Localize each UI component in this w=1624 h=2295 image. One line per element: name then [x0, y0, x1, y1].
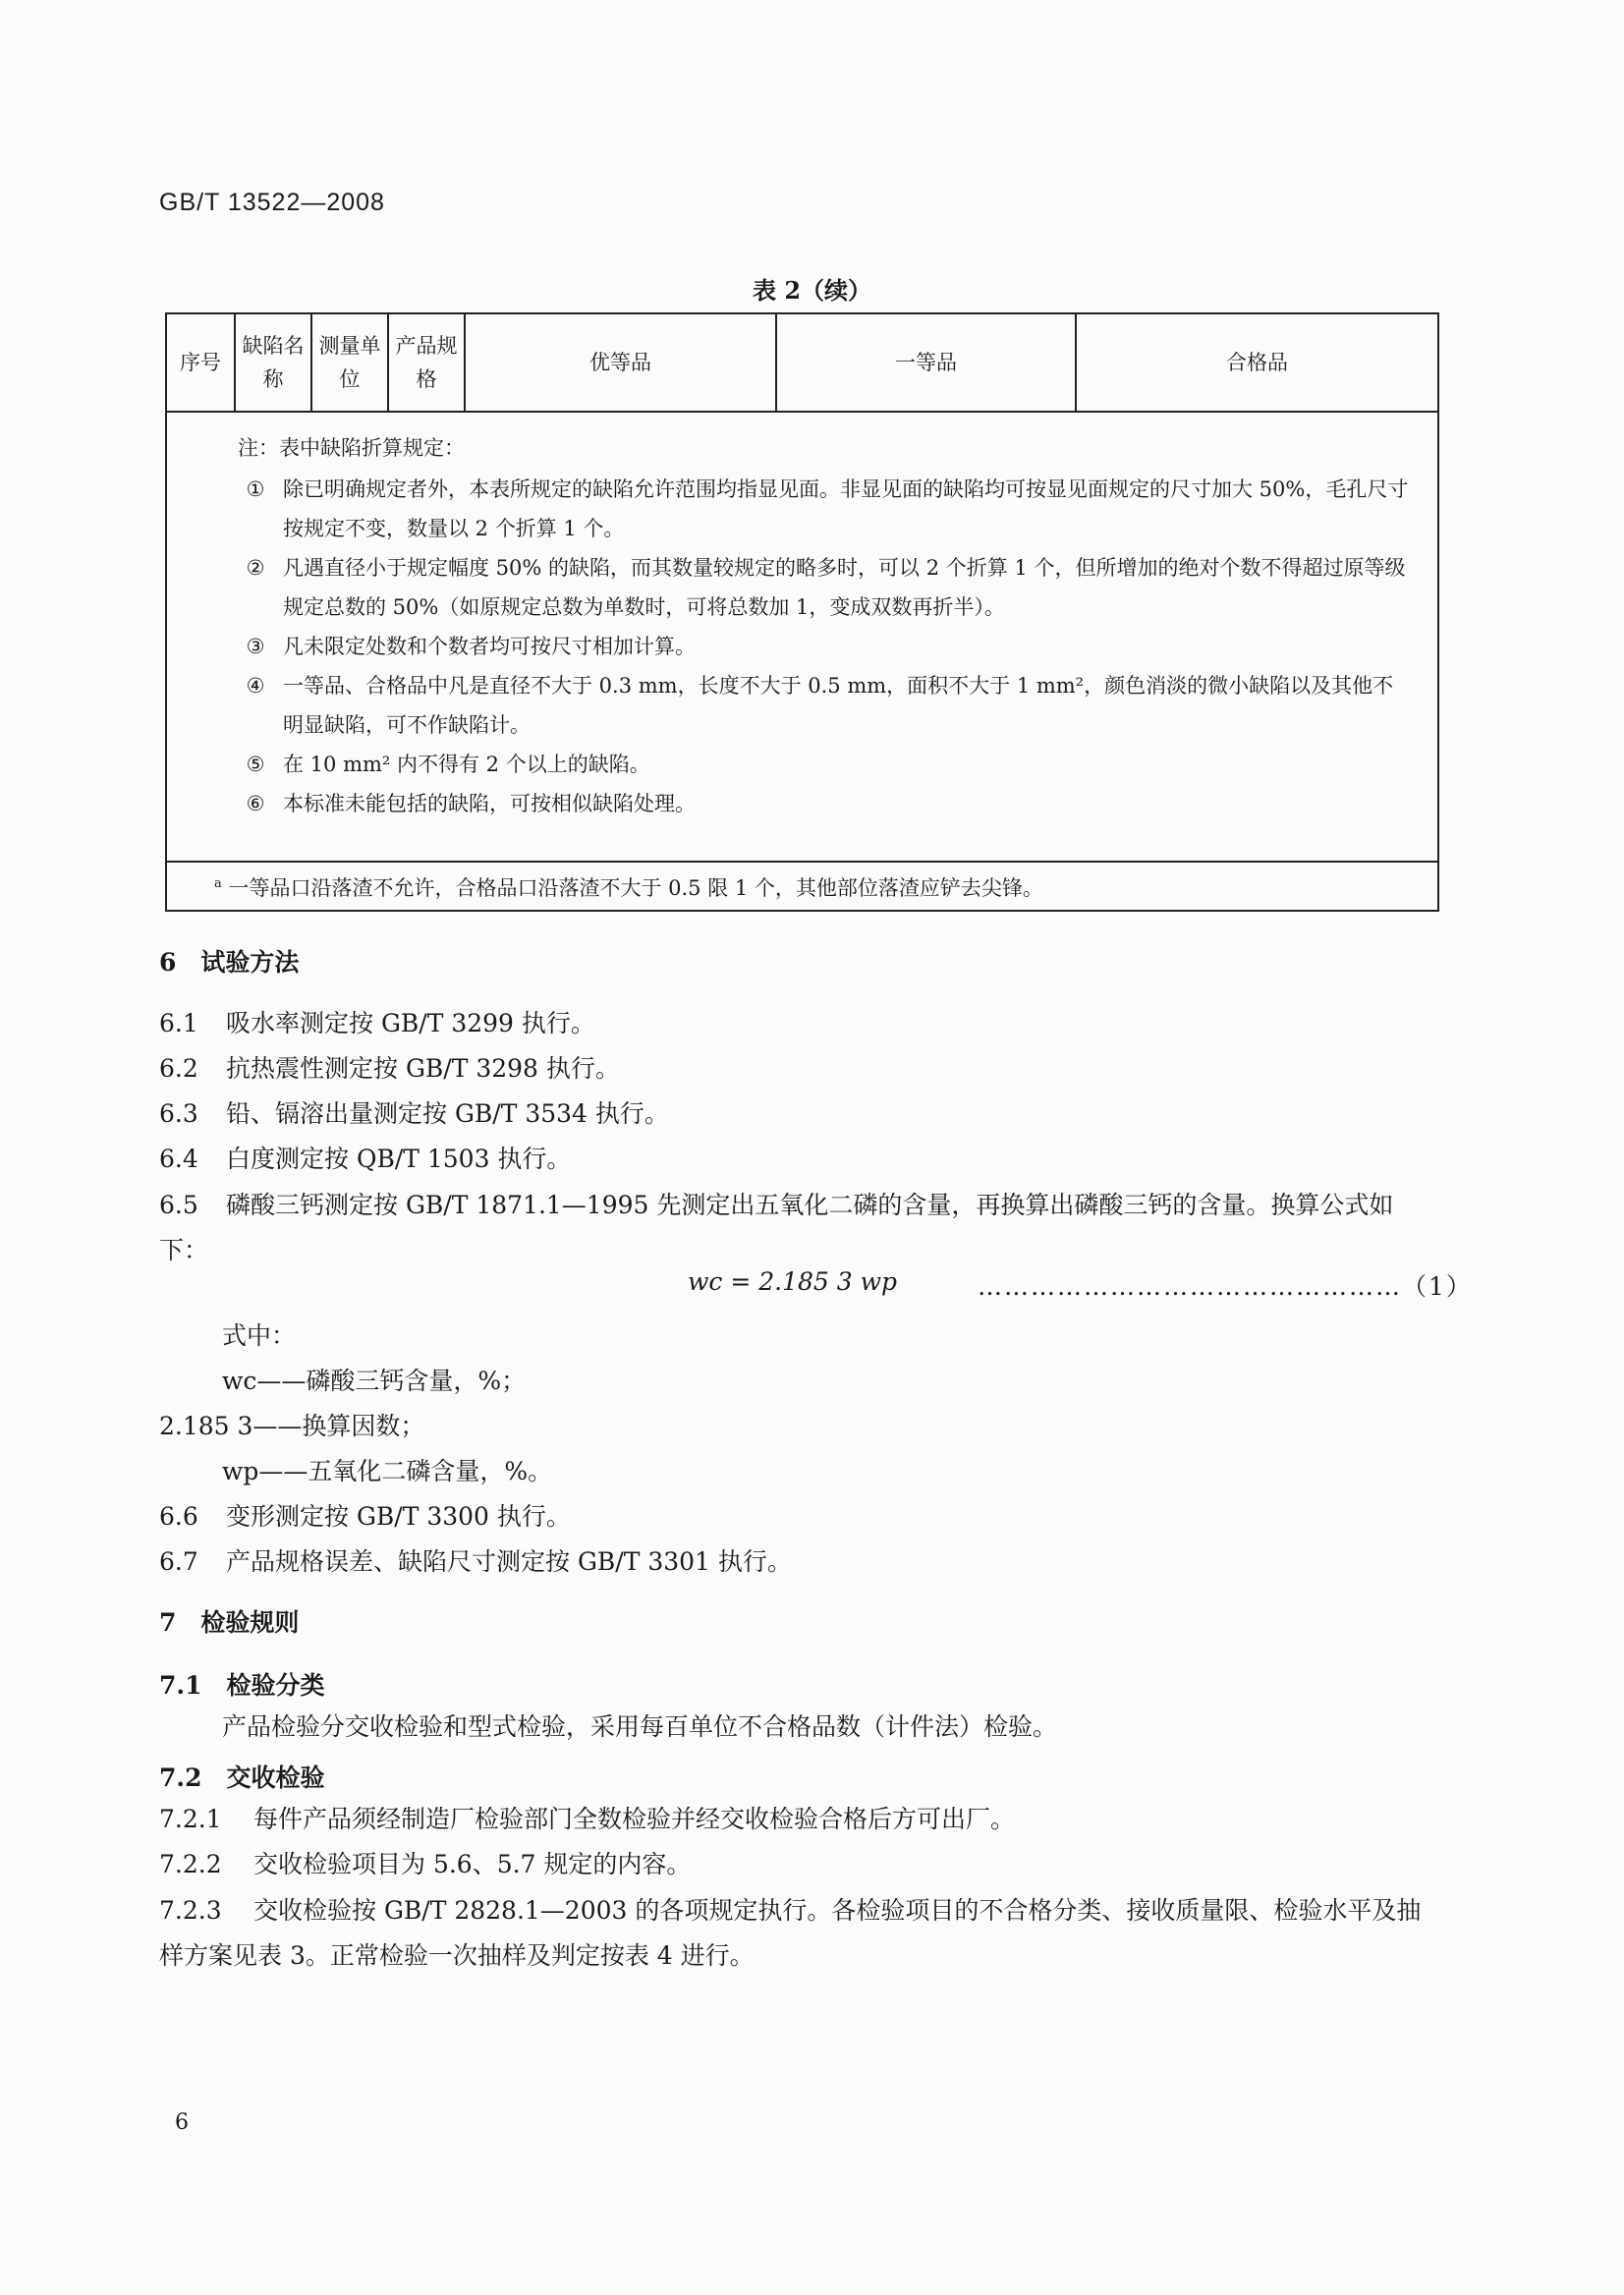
footnote-mark: a — [214, 876, 222, 891]
clause-number: 6.3 — [159, 1099, 198, 1128]
note-text: 本标准未能包括的缺陷，可按相似缺陷处理。 — [283, 792, 696, 815]
col-header-spec: 产品规格 — [388, 313, 465, 412]
clause-number: 6.6 — [159, 1502, 198, 1531]
clause-number: 6.7 — [159, 1547, 198, 1576]
note-text: 凡遇直径小于规定幅度 50% 的缺陷，而其数量较规定的略多时，可以 2 个折算 1 个，但所增加的绝对个数不得超过原等级规定总数的 50%（如原规定总数为单数时，可将总数加 1，变成双数再折半）。 — [283, 556, 1406, 619]
clause-6-4 — [159, 1138, 571, 1181]
clause-7-2-title: 7.2 交收检验 — [159, 1763, 325, 1792]
clause-7-2-2 — [159, 1843, 691, 1886]
notes-title: 注：表中缺陷折算规定： — [238, 436, 465, 460]
clause-6-7 — [159, 1540, 792, 1584]
clause-text: 抗热震性测定按 GB/T 3298 执行。 — [226, 1054, 620, 1083]
clause-number: 7.2.1 — [159, 1805, 222, 1833]
table-notes-cell — [166, 412, 1438, 862]
page-number: 6 — [175, 2110, 189, 2135]
col-header-superior: 优等品 — [465, 313, 776, 412]
clause-7-2-1 — [159, 1798, 1015, 1841]
clause-text: 产品规格误差、缺陷尺寸测定按 GB/T 3301 执行。 — [226, 1547, 792, 1576]
table-notes-row — [166, 412, 1438, 862]
note-item — [228, 784, 1410, 823]
note-item — [228, 745, 1410, 784]
table-header-row — [166, 313, 1438, 412]
table-footnote-row — [166, 862, 1438, 911]
clause-6-5 — [159, 1183, 1436, 1273]
clause-6-3 — [159, 1092, 669, 1136]
clause-number: 7.2.3 — [159, 1896, 222, 1925]
clause-number: 6.1 — [159, 1009, 198, 1037]
note-text: 在 10 mm² 内不得有 2 个以上的缺陷。 — [283, 753, 650, 776]
standard-code: GB/T 13522—2008 — [159, 189, 385, 216]
table-2-continued — [165, 312, 1439, 912]
clause-text: 磷酸三钙测定按 GB/T 1871.1—1995 先测定出五氧化二磷的含量，再换算出磷酸三钙的含量。换算公式如下： — [159, 1191, 1394, 1264]
clause-text: 每件产品须经制造厂检验部门全数检验并经交收检验合格后方可出厂。 — [253, 1805, 1016, 1833]
formula: wc = 2.185 3 wp — [688, 1267, 898, 1296]
where-item: wc——磷酸三钙含量，%； — [222, 1367, 527, 1395]
note-item — [228, 548, 1410, 627]
clause-number: 7.2.2 — [159, 1850, 222, 1878]
note-item — [228, 666, 1410, 745]
clause-number: 6.4 — [159, 1145, 198, 1173]
col-header-qualified: 合格品 — [1076, 313, 1438, 412]
col-header-unit: 测量单位 — [311, 313, 388, 412]
where-label: 式中： — [222, 1321, 297, 1350]
where-item: wp——五氧化二磷含量，%。 — [222, 1457, 553, 1485]
formula-reference: …………………………………………（1） — [978, 1272, 1473, 1301]
clause-6-1 — [159, 1002, 595, 1045]
note-number: ③ — [246, 635, 265, 658]
where-item: 2.185 3——换算因数； — [159, 1412, 425, 1440]
clause-text: 白度测定按 QB/T 1503 执行。 — [226, 1145, 572, 1173]
clause-text: 交收检验项目为 5.6、5.7 规定的内容。 — [253, 1850, 692, 1878]
note-number: ⑤ — [246, 753, 265, 776]
clause-7-2-3 — [159, 1888, 1436, 1979]
clause-text: 交收检验按 GB/T 2828.1—2003 的各项规定执行。各检验项目的不合格分类、接收质量限、检验水平及抽样方案见表 3。正常检验一次抽样及判定按表 4 进行。 — [159, 1896, 1422, 1970]
note-number: ⑥ — [246, 792, 265, 815]
clause-text: 铅、镉溶出量测定按 GB/T 3534 执行。 — [226, 1099, 669, 1128]
clause-7-1-text: 产品检验分交收检验和型式检验，采用每百单位不合格品数（计件法）检验。 — [222, 1712, 1058, 1741]
section-6-heading: 6 试验方法 — [159, 948, 300, 977]
col-header-defect-name: 缺陷名称 — [235, 313, 311, 412]
clause-number: 6.5 — [159, 1191, 198, 1219]
table-caption: 表 2（续） — [752, 276, 872, 305]
clause-6-6 — [159, 1495, 571, 1539]
clause-6-2 — [159, 1047, 620, 1091]
note-text: 一等品、合格品中凡是直径不大于 0.3 mm，长度不大于 0.5 mm，面积不大于 1 mm²，颜色消淡的微小缺陷以及其他不明显缺陷，可不作缺陷计。 — [283, 674, 1394, 737]
table-footnote-cell — [166, 862, 1438, 911]
clause-number: 6.2 — [159, 1054, 198, 1083]
note-item — [228, 627, 1410, 666]
note-number: ② — [246, 556, 265, 580]
note-text: 凡未限定处数和个数者均可按尺寸相加计算。 — [283, 635, 696, 658]
clause-7-1-title: 7.1 检验分类 — [159, 1671, 325, 1700]
note-number: ① — [246, 477, 265, 501]
section-7-heading: 7 检验规则 — [159, 1608, 300, 1637]
note-item — [228, 470, 1410, 548]
col-header-serial: 序号 — [166, 313, 235, 412]
note-number: ④ — [246, 674, 265, 698]
clause-text: 吸水率测定按 GB/T 3299 执行。 — [226, 1009, 595, 1037]
footnote-text: 一等品口沿落渣不允许，合格品口沿落渣不大于 0.5 限 1 个，其他部位落渣应铲去尖锋。 — [228, 876, 1043, 900]
col-header-first-grade: 一等品 — [776, 313, 1076, 412]
note-text: 除已明确规定者外，本表所规定的缺陷允许范围均指显见面。非显见面的缺陷均可按显见面规定的尺寸加大 50%，毛孔尺寸按规定不变，数量以 2 个折算 1 个。 — [283, 477, 1409, 540]
clause-text: 变形测定按 GB/T 3300 执行。 — [226, 1502, 571, 1531]
